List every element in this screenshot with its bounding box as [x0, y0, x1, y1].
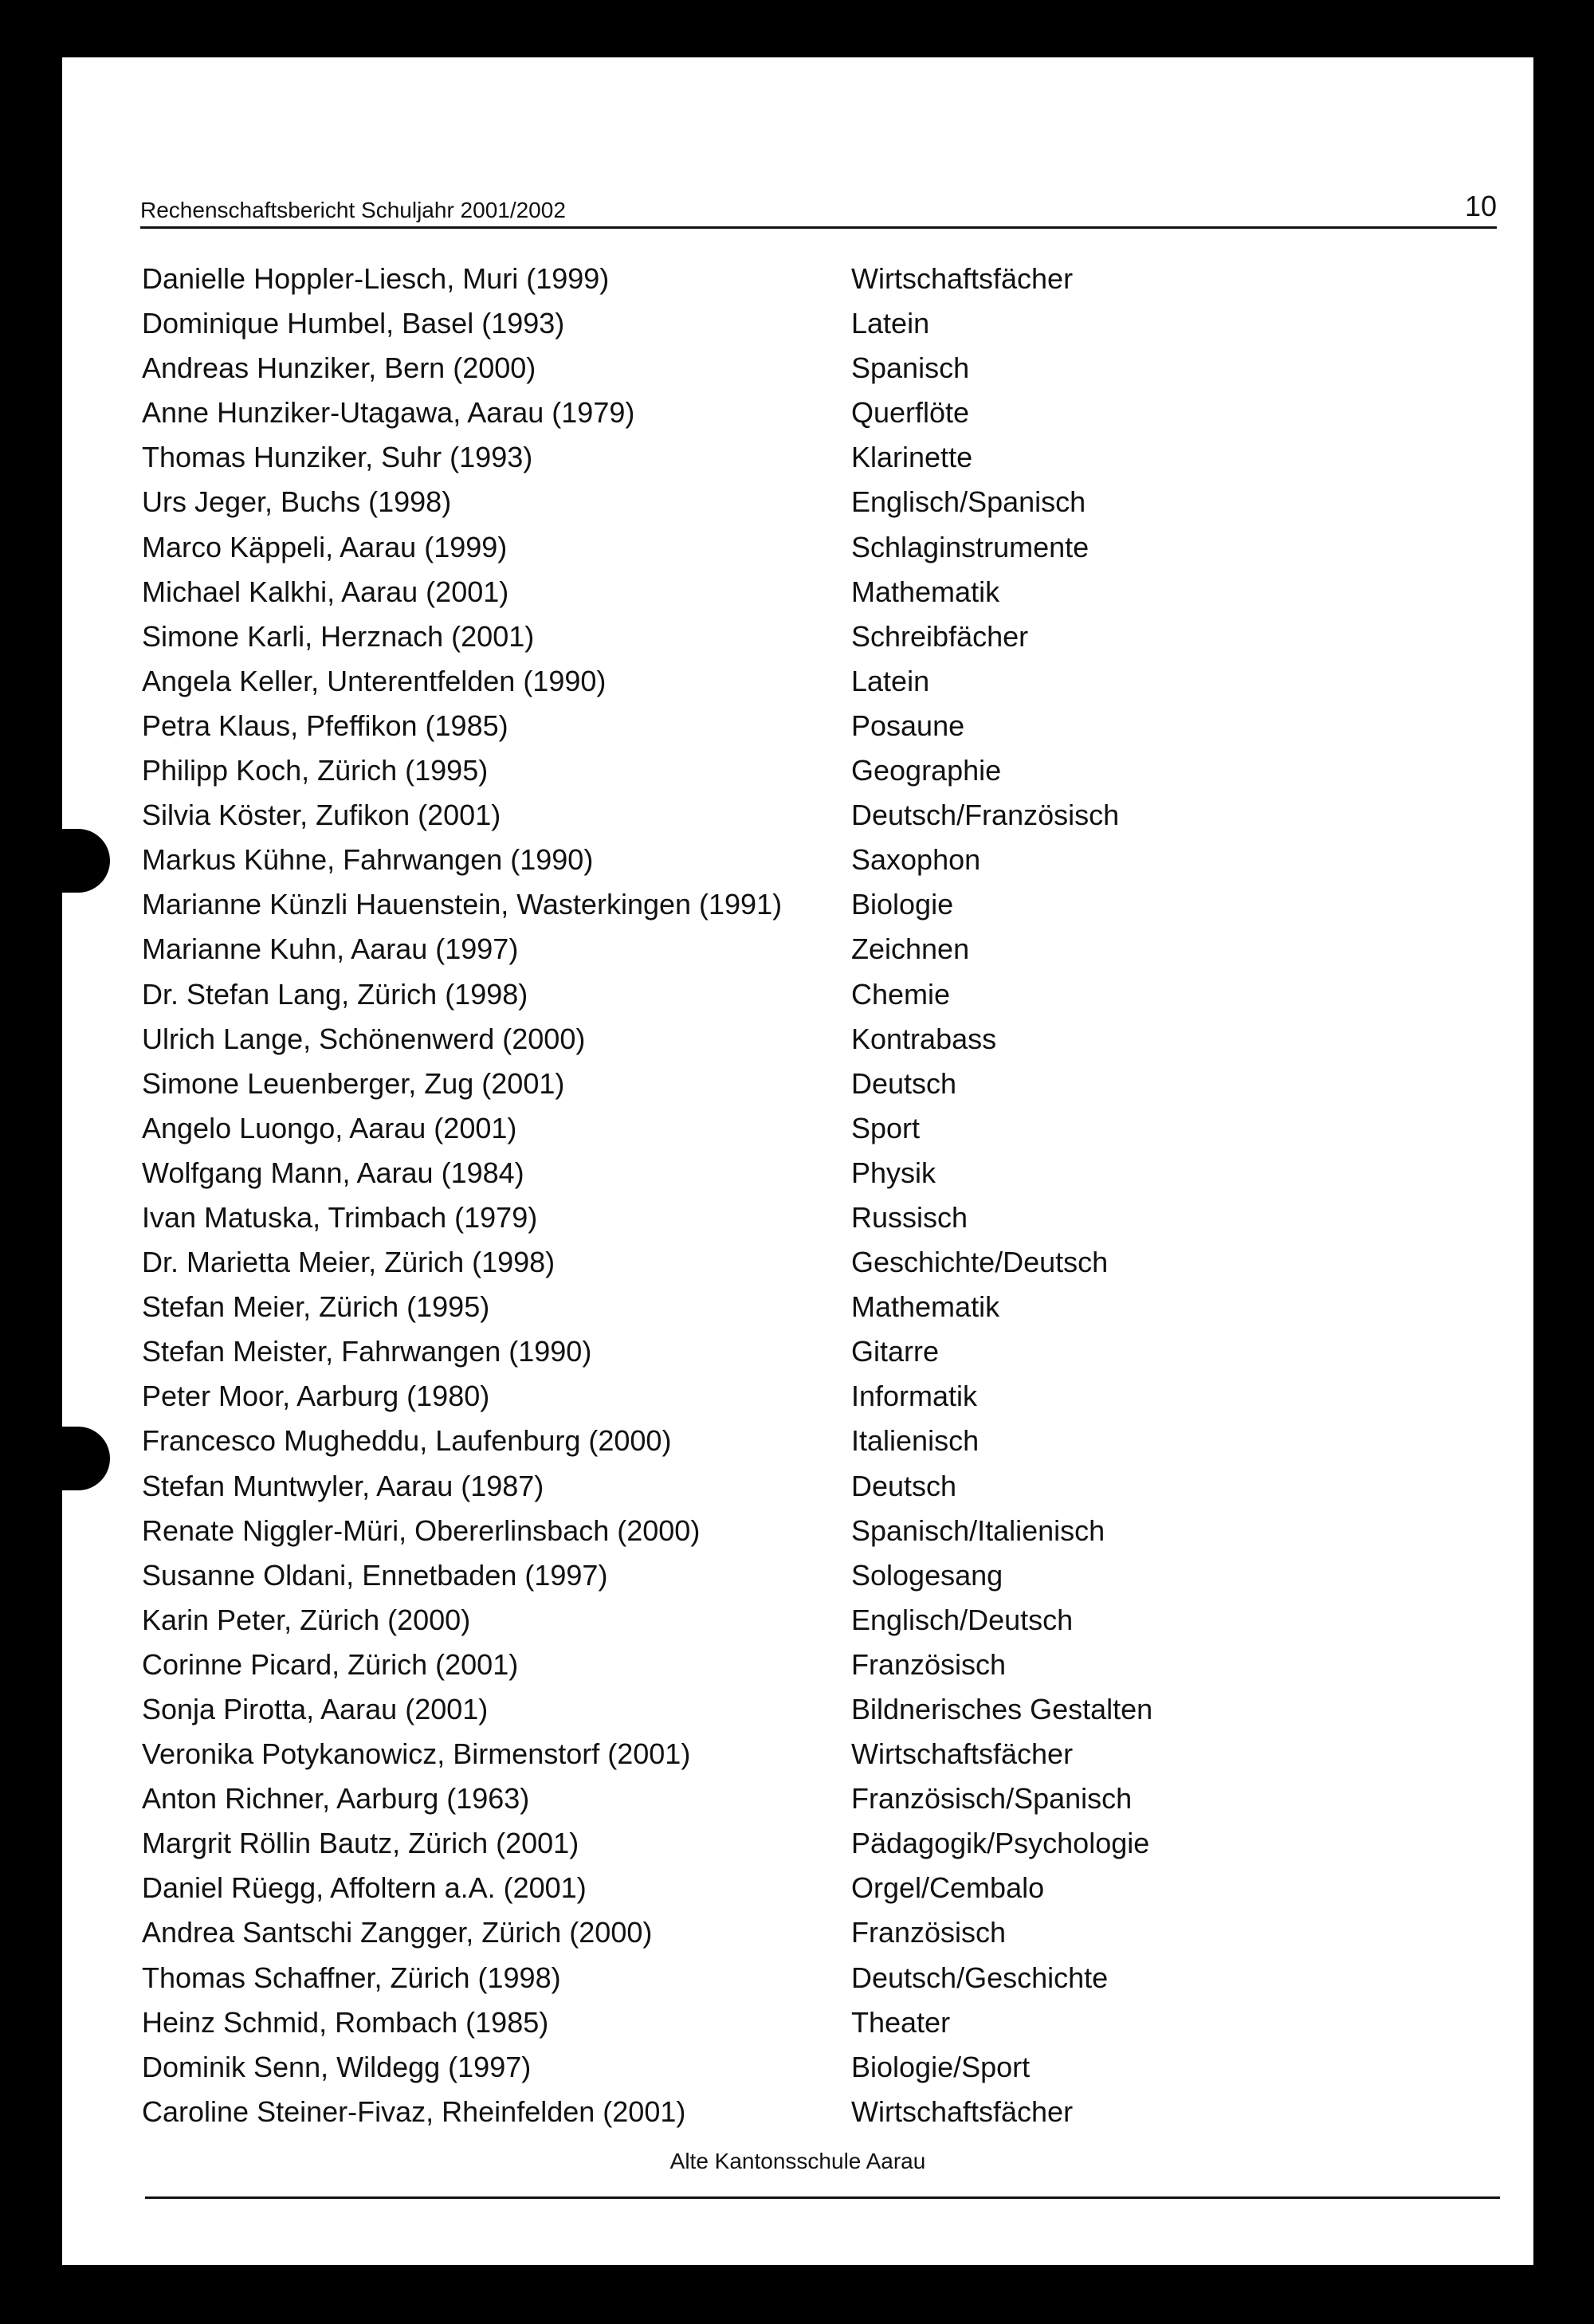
list-item [142, 1866, 1537, 1910]
list-item [142, 882, 1537, 927]
document-page [62, 57, 1533, 2265]
list-item [142, 2045, 1537, 2090]
teacher-name: Daniel Rüegg, Affoltern a.A. (2001) [142, 1871, 587, 1905]
teacher-subject: Biologie [851, 888, 954, 921]
list-item [142, 1329, 1537, 1374]
list-item [142, 1285, 1537, 1329]
list-item [142, 346, 1537, 391]
teacher-subject: Deutsch/Geschichte [851, 1961, 1109, 1994]
list-item [142, 1732, 1537, 1776]
teacher-subject: Deutsch [851, 1066, 957, 1100]
teacher-name: Caroline Steiner-Fivaz, Rheinfelden (2001) [142, 2094, 686, 2128]
teacher-subject: Zeichnen [851, 932, 970, 966]
teacher-name: Angelo Luongo, Aarau (2001) [142, 1111, 517, 1144]
teacher-subject: Englisch/Deutsch [851, 1603, 1074, 1636]
teacher-subject: Geschichte/Deutsch [851, 1246, 1109, 1279]
teacher-subject: Schreibfächer [851, 619, 1029, 653]
teacher-subject: Mathematik [851, 575, 1000, 608]
list-item [142, 1151, 1537, 1195]
list-item [142, 2090, 1537, 2134]
teacher-name: Wolfgang Mann, Aarau (1984) [142, 1156, 524, 1189]
teacher-name: Stefan Muntwyler, Aarau (1987) [142, 1469, 544, 1502]
list-item [142, 301, 1537, 346]
teacher-name: Dr. Marietta Meier, Zürich (1998) [142, 1246, 556, 1279]
teacher-subject: Klarinette [851, 441, 973, 474]
teacher-name: Urs Jeger, Buchs (1998) [142, 485, 452, 519]
teacher-name: Andreas Hunziker, Bern (2000) [142, 351, 536, 385]
teacher-name: Thomas Hunziker, Suhr (1993) [142, 441, 533, 474]
teacher-name: Markus Kühne, Fahrwangen (1990) [142, 843, 594, 877]
teacher-subject: Sport [851, 1111, 921, 1144]
teacher-subject: Bildnerisches Gestalten [851, 1693, 1153, 1725]
teacher-name: Marianne Künzli Hauenstein, Wasterkingen (1991) [142, 888, 783, 921]
footer-divider [145, 2196, 1500, 2199]
list-item [142, 1419, 1537, 1463]
teacher-subject: Französisch [851, 1916, 1007, 1949]
list-item [142, 480, 1537, 524]
document-title: Rechenschaftsbericht Schuljahr 2001/2002 [140, 198, 566, 222]
teacher-name: Stefan Meister, Fahrwangen (1990) [142, 1335, 592, 1368]
teacher-name: Anton Richner, Aarburg (1963) [142, 1782, 530, 1816]
teacher-name: Simone Leuenberger, Zug (2001) [142, 1066, 565, 1100]
teacher-subject: Theater [851, 2005, 951, 2039]
list-item [142, 614, 1537, 659]
teacher-name: Francesco Mugheddu, Laufenburg (2000) [142, 1424, 672, 1458]
list-item [142, 1106, 1537, 1151]
teacher-subject: Wirtschaftsfächer [851, 262, 1074, 295]
teacher-name: Ivan Matuska, Trimbach (1979) [142, 1200, 538, 1234]
list-item [142, 1687, 1537, 1732]
page-number: 10 [1464, 190, 1497, 222]
teacher-name: Karin Peter, Zürich (2000) [142, 1603, 471, 1636]
list-item [142, 659, 1537, 704]
teacher-subject: Latein [851, 307, 930, 340]
list-item [142, 570, 1537, 614]
teacher-subject: Sologesang [851, 1558, 1003, 1592]
teacher-subject: Informatik [851, 1380, 978, 1413]
list-item [142, 2000, 1537, 2045]
teacher-subject: Deutsch [851, 1469, 957, 1502]
teacher-name: Ulrich Lange, Schönenwerd (2000) [142, 1022, 586, 1055]
teacher-name: Thomas Schaffner, Zürich (1998) [142, 1961, 561, 1994]
teacher-name: Anne Hunziker-Utagawa, Aarau (1979) [142, 396, 635, 430]
list-item [142, 1956, 1537, 2000]
teacher-subject: Französisch [851, 1647, 1007, 1681]
teacher-name: Dominik Senn, Wildegg (1997) [142, 2050, 532, 2083]
teacher-subject: Pädagogik/Psychologie [851, 1827, 1150, 1860]
teacher-subject: Latein [851, 664, 930, 697]
list-item [142, 1240, 1537, 1285]
teacher-subject: Chemie [851, 977, 951, 1011]
teacher-name: Petra Klaus, Pfeffikon (1985) [142, 709, 508, 742]
staff-list [142, 257, 1537, 2134]
list-item [142, 391, 1537, 435]
list-item [142, 257, 1537, 301]
teacher-name: Peter Moor, Aarburg (1980) [142, 1380, 490, 1413]
list-item [142, 704, 1537, 748]
list-item [142, 748, 1537, 793]
teacher-subject: Französisch/Spanisch [851, 1782, 1133, 1816]
teacher-name: Marco Käppeli, Aarau (1999) [142, 530, 508, 563]
list-item [142, 1017, 1537, 1062]
list-item [142, 1464, 1537, 1509]
teacher-subject: Wirtschaftsfächer [851, 2094, 1074, 2128]
teacher-name: Sonja Pirotta, Aarau (2001) [142, 1693, 489, 1725]
teacher-name: Dominique Humbel, Basel (1993) [142, 307, 565, 340]
list-item [142, 435, 1537, 480]
teacher-name: Dr. Stefan Lang, Zürich (1998) [142, 977, 528, 1011]
list-item [142, 1374, 1537, 1419]
teacher-subject: Gitarre [851, 1335, 940, 1368]
list-item [142, 1643, 1537, 1687]
teacher-name: Veronika Potykanowicz, Birmenstorf (2001) [142, 1737, 691, 1771]
list-item [142, 1195, 1537, 1240]
teacher-name: Renate Niggler-Müri, Obererlinsbach (2000) [142, 1513, 701, 1547]
teacher-subject: Geographie [851, 754, 1002, 787]
teacher-subject: Physik [851, 1156, 936, 1189]
teacher-subject: Kontrabass [851, 1022, 997, 1055]
teacher-subject: Biologie/Sport [851, 2050, 1031, 2083]
teacher-subject: Orgel/Cembalo [851, 1871, 1045, 1905]
list-item [142, 1821, 1537, 1866]
teacher-subject: Wirtschaftsfächer [851, 1737, 1074, 1771]
teacher-subject: Querflöte [851, 396, 970, 430]
teacher-name: Angela Keller, Unterentfelden (1990) [142, 664, 607, 697]
teacher-name: Heinz Schmid, Rombach (1985) [142, 2005, 549, 2039]
teacher-subject: Posaune [851, 709, 965, 742]
list-item [142, 1598, 1537, 1643]
page-header [140, 132, 1497, 229]
list-item [142, 972, 1537, 1017]
teacher-name: Corinne Picard, Zürich (2001) [142, 1647, 519, 1681]
list-item [142, 1776, 1537, 1821]
list-item [142, 838, 1537, 882]
teacher-name: Philipp Koch, Zürich (1995) [142, 754, 489, 787]
list-item [142, 1509, 1537, 1553]
list-item [142, 1062, 1537, 1106]
list-item [142, 525, 1537, 570]
teacher-name: Marianne Kuhn, Aarau (1997) [142, 932, 519, 966]
teacher-name: Andrea Santschi Zangger, Zürich (2000) [142, 1916, 653, 1949]
teacher-subject: Schlaginstrumente [851, 530, 1089, 563]
teacher-name: Stefan Meier, Zürich (1995) [142, 1290, 490, 1324]
teacher-name: Margrit Röllin Bautz, Zürich (2001) [142, 1827, 579, 1860]
list-item [142, 927, 1537, 972]
teacher-name: Michael Kalkhi, Aarau (2001) [142, 575, 509, 608]
teacher-name: Simone Karli, Herznach (2001) [142, 619, 535, 653]
teacher-subject: Italienisch [851, 1424, 980, 1458]
list-item [142, 793, 1537, 838]
teacher-subject: Russisch [851, 1200, 968, 1234]
teacher-name: Susanne Oldani, Ennetbaden (1997) [142, 1558, 608, 1592]
teacher-name: Silvia Köster, Zufikon (2001) [142, 799, 501, 832]
teacher-subject: Spanisch [851, 351, 970, 385]
list-item [142, 1910, 1537, 1955]
list-item [142, 1553, 1537, 1598]
teacher-subject: Saxophon [851, 843, 981, 877]
teacher-subject: Deutsch/Französisch [851, 799, 1120, 832]
page-footer: Alte Kantonsschule Aarau [669, 2149, 926, 2173]
teacher-subject: Spanisch/Italienisch [851, 1513, 1105, 1547]
teacher-subject: Englisch/Spanisch [851, 485, 1086, 519]
teacher-name: Danielle Hoppler-Liesch, Muri (1999) [142, 262, 610, 295]
teacher-subject: Mathematik [851, 1290, 1000, 1324]
